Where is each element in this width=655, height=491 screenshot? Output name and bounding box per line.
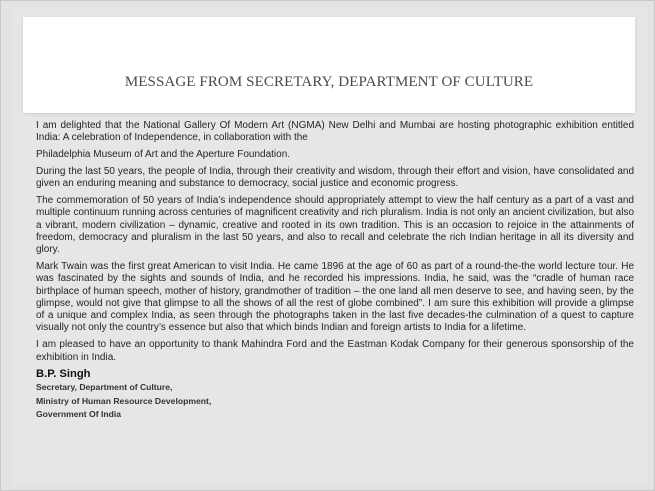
paragraph-last-50-years: During the last 50 years, the people of India, through their creativity and wisdom, through their effort and vision, have consolidated and given an enduring meaning and substance to democracy, social justice and economic progress. (36, 165, 634, 190)
paragraph-collaborators: Philadelphia Museum of Art and the Aperture Foundation. (36, 149, 291, 161)
signatory-ministry: Ministry of Human Resource Development, (36, 395, 212, 406)
signatory-name: B.P. Singh (36, 368, 91, 381)
title-banner (23, 17, 635, 113)
paragraph-thanks: I am pleased to have an opportunity to thank Mahindra Ford and the Eastman Kodak Company for their generous sponsorship of the exhibition in India. (36, 339, 634, 363)
signatory-title: Secretary, Department of Culture, (36, 382, 173, 393)
slide-title: MESSAGE FROM SECRETARY, DEPARTMENT OF CULTURE (124, 74, 534, 90)
message-body (36, 120, 634, 421)
paragraph-mark-twain: Mark Twain was the first great American to visit India. He came 1896 at the age of 60 as part of a round-the-the world lecture tour. He was fascinated by the sights and sounds of India, and he recorded his impressions. India, he said, was the “cradle of human race birthplace of human speech, mother of history, grandmother of tradition – the one land all men deserve to see, and having seen, by the glimpse, would not give that glimpse to all the shows of all the rest of globe combined”. I am sure this exhibition will provide a glimpse of a unique and complex India, as seen through the photographs taken in the last five decades-the culmination of a quest to capture visually not only the country’s essence but also that which binds Indian and foreign artists to India for a lifetime. (36, 260, 634, 334)
slide (11, 9, 647, 485)
signatory-government: Government Of India (36, 408, 121, 419)
paragraph-commemoration: The commemoration of 50 years of India’s independence should appropriately attempt to view the half century as a part of a vast and multiple continuum running across centuries of magnificent creativity and rich pluralism. India is not only an ancient civilization, but also a vibrant, modern civilization – dynamic, creative and rooted in its own tradition. This is an occasion to rejoice in the attainments of freedom, democracy and pluralism in the last 50 years, and also to recall and celebrate the rich Indian heritage in all its diversity and glory. (36, 194, 634, 256)
paragraph-intro: I am delighted that the National Gallery Of Modern Art (NGMA) New Delhi and Mumbai are hosting photographic exhibition entitled India: A celebration of Independence, in collaboration with the (36, 120, 634, 144)
